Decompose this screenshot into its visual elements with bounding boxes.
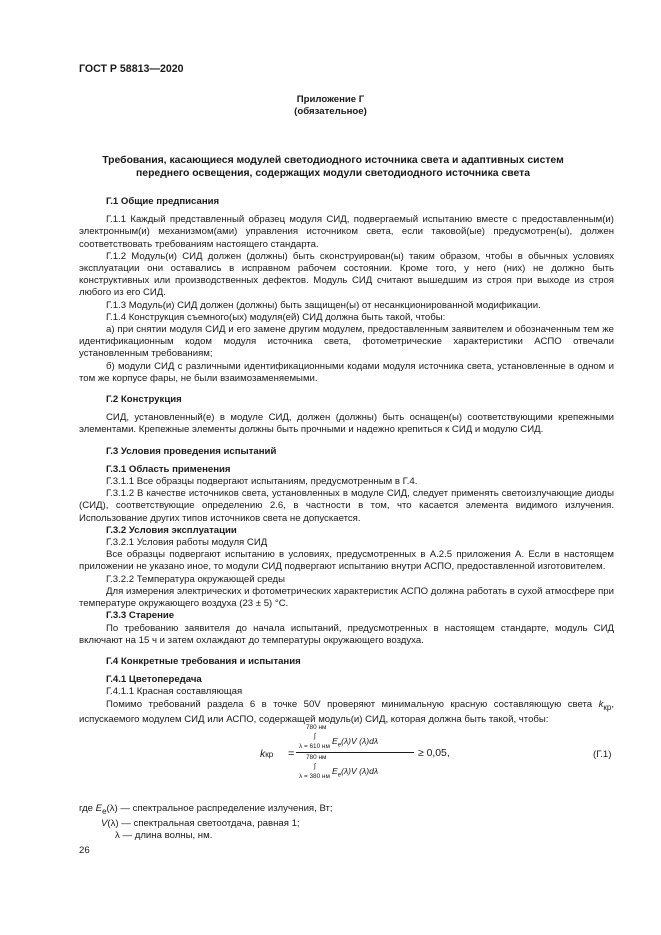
legend-text: (λ) — спектральное распределение излучения, Вт; — [106, 803, 333, 814]
section-heading-g1: Г.1 Общие предписания — [106, 196, 220, 207]
paragraph: Г.1.2 Модуль(и) СИД должен (должны) быть сконструирован(ы) таким образом, чтобы в обычных условиях эксплуатации они оставались в исправном рабочем состоянии. Кроме того, у него (них) не должно быть конструктивных или производственных дефектов. Модуль СИД считают вышедшим из строя при выходе из строя любого из его СИД. — [79, 250, 614, 299]
paragraph: Г.1.4 Конструкция съемного(ых) модуля(ей) СИД должна быть такой, чтобы: — [106, 311, 446, 323]
integrand-symbol: E — [332, 736, 338, 746]
numerator-lower-limit: λ = 610 нм — [299, 743, 330, 750]
integrand-sub: e — [337, 772, 342, 779]
subsection-heading: Г.4.1 Цветопередача — [106, 674, 202, 686]
numerator-integrand — [332, 735, 378, 752]
annex-title: Приложение Г — [296, 94, 365, 105]
formula-rhs: ≥ 0,05, — [418, 748, 450, 759]
legend-symbol-sub: e — [102, 806, 107, 816]
formula-lhs — [260, 749, 273, 761]
fraction-bar — [296, 752, 414, 753]
integrand-rest: (λ)V (λ)dλ — [341, 736, 379, 746]
subsection-heading: Г.3.2 Условия эксплуатации — [106, 524, 237, 536]
formula-number: (Г.1) — [593, 749, 612, 760]
paragraph: Г.3.1.1 Все образцы подвергают испытаниям, предусмотренным в Г.4. — [106, 476, 418, 488]
annex-status: (обязательное) — [294, 106, 367, 117]
paragraph: Г.1.1 Каждый представленный образец модуля СИД, подвергаемый испытанию вместе с предоставленным(и) электронным(и) механизмом(ами) управления источником света, если таковой(ые) предусмотрен(ы), должен соответствовать требованиям настоящего стандарта. — [79, 214, 614, 250]
paragraph: Г.3.2.1 Условия работы модуля СИД — [106, 537, 268, 549]
numerator-upper-limit: 780 нм — [306, 724, 327, 731]
page-number: 26 — [79, 845, 90, 856]
legend-line: λ — длина волны, нм. — [115, 830, 213, 842]
denominator-integral: ∫ — [314, 763, 316, 770]
legend-text: (λ) — спектральная светоотдача, равная 1; — [107, 818, 300, 830]
formula-equals: = — [288, 748, 295, 760]
section-heading-g3: Г.3 Условия проведения испытаний — [106, 445, 277, 457]
paragraph: СИД, установленный(е) в модуле СИД, должен (должны) быть оснащен(ы) соответствующими крепежными элементами. Крепежные элементы должны быть прочными и надежно крепиться к СИД и модулю СИД. — [79, 412, 614, 436]
paragraph: Г.3.2.2 Температура окружающей среды — [106, 573, 285, 585]
paragraph: По требованию заявителя до начала испытаний, предусмотренных в настоящем стандарте, модуль СИД включают на 15 ч и затем охлаждают до температуры окружающего воздуха. — [79, 622, 614, 646]
integrand-sub: e — [337, 742, 342, 749]
integrand-symbol: E — [332, 766, 338, 776]
formula-fraction — [296, 724, 414, 782]
paragraph: Г.3.1.2 В качестве источников света, установленных в модуле СИД, следует применять светоизлучающие диоды (СИД), соответствующие определению 2.6, в частности в том, что касается элемента видимого излучения. Использование других типов источников света не допускается. — [79, 488, 614, 524]
document-header: ГОСТ Р 58813—2020 — [79, 63, 184, 75]
paragraph: а) при снятии модуля СИД и его замене другим модулем, предоставленным заявителем и обозначенным тем же идентификационным кодом модуля источника света, фотометрические характеристики АСПО отвечали установленным требованиям; — [79, 324, 614, 360]
formula-legend — [79, 803, 614, 843]
legend-prefix: где — [79, 803, 96, 814]
subsection-heading: Г.3.1 Область применения — [106, 463, 231, 475]
legend-line — [79, 803, 614, 818]
section-heading-g4: Г.4 Конкретные требования и испытания — [106, 655, 301, 667]
legend-symbol: E — [95, 803, 103, 814]
legend-symbol: V — [101, 818, 108, 830]
paragraph: Для измерения электрических и фотометрических характеристик АСПО должна работать в сухой атмосфере при температуре окружающего воздуха (23 ± 5) °С. — [79, 585, 614, 610]
paragraph: Г.4.1.1 Красная составляющая — [106, 686, 243, 698]
document-title: Требования, касающиеся модулей светодиодного источника света и адаптивных систем переднего освещения, содержащих модули светодиодного источника света — [102, 155, 564, 180]
denominator-lower-limit: λ = 380 нм — [299, 773, 330, 780]
numerator-integral: ∫ — [314, 733, 316, 740]
paragraph: Г.1.3 Модуль(и) СИД должен (должны) быть защищен(ы) от несанкционированной модификации. — [106, 299, 541, 311]
inline-symbol-sub: кр — [603, 702, 612, 712]
inline-symbol: k — [598, 698, 604, 710]
paragraph-text: , испускаемого модулем СИД или АСПО, содержащей модуль(и) СИД, которая должна быть такой, чтобы: — [79, 698, 614, 725]
section-heading-g2: Г.2 Конструкция — [106, 394, 182, 406]
paragraph — [79, 699, 614, 726]
paragraph: Все образцы подвергают испытанию в условиях, предусмотренных в А.2.5 приложения А. Если в настоящем приложении не указано иное, то модули СИД подвергают испытанию внутри АСПО, предоставленной изготовителем. — [79, 549, 614, 573]
denominator-upper-limit: 780 нм — [306, 754, 327, 761]
denominator-integrand — [332, 765, 378, 782]
subsection-heading: Г.3.3 Старение — [106, 610, 175, 622]
formula-g1 — [79, 724, 614, 782]
integrand-rest: (λ)V (λ)dλ — [341, 766, 379, 776]
paragraph: б) модули СИД с различными идентификационными кодами модуля источника света, установленные в одном и том же корпусе фары, не были взаимозаменяемыми. — [79, 360, 614, 384]
legend-line — [79, 818, 614, 830]
formula-symbol: k — [260, 749, 266, 760]
formula-symbol-sub: кр — [265, 750, 274, 759]
paragraph-text: Помимо требований раздела 6 в точке 50V проверяют минимальную красную составляющую света — [106, 698, 599, 710]
document-body — [79, 196, 614, 726]
